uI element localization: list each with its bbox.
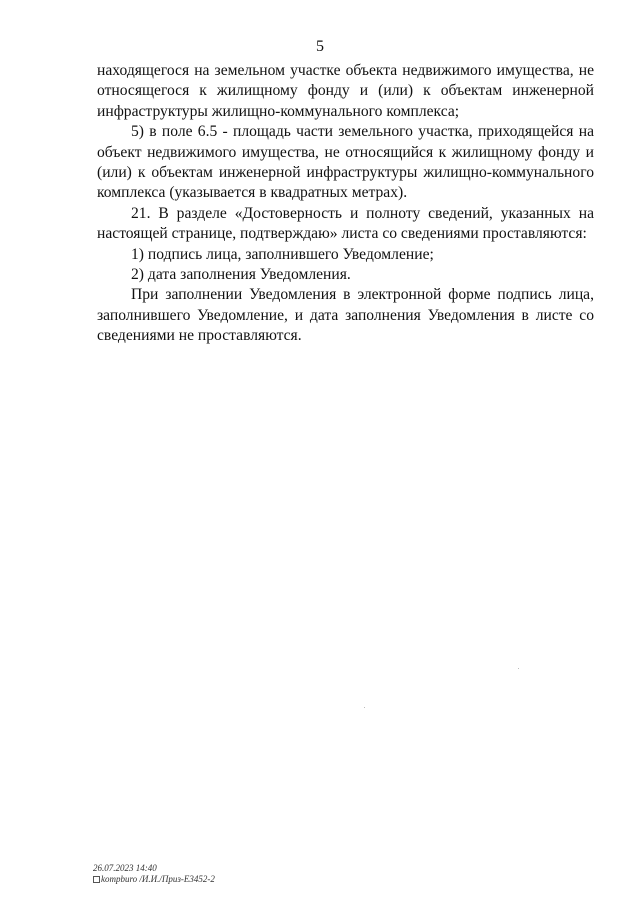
- footer-file-path: kompburo /И.И./Приз-Е3452-2: [101, 874, 215, 884]
- paragraph-item-5: 5) в поле 6.5 - площадь части земельного участка, приходящейся на объект недвижимого имущества, не относящийся к жилищному фонду и (или) к объектам инженерной инфраструктуры жилищно-коммунального комплекса (указывается в квадратных метрах).: [97, 123, 594, 202]
- file-icon: [93, 876, 100, 883]
- paragraph-continuation: находящегося на земельном участке объекта недвижимого имущества, не относящегося к жилищному фонду и (или) к объектам инженерной инфраструктуры жилищно-коммунального комплекса;: [97, 62, 594, 120]
- scan-speck: [518, 668, 519, 669]
- paragraph-list-item-1: 1) подпись лица, заполнившего Уведомление;: [131, 245, 434, 263]
- footer-file-line: [93, 874, 215, 885]
- scan-speck: [364, 707, 365, 708]
- document-footer: [93, 863, 215, 885]
- paragraph-list-item-2: 2) дата заполнения Уведомления.: [131, 266, 351, 284]
- paragraph-electronic-form-note: При заполнении Уведомления в электронной форме подпись лица, заполнившего Уведомление, и дата заполнения Уведомления в листе со сведениями не проставляются.: [97, 286, 594, 345]
- footer-timestamp: 26.07.2023 14:40: [93, 863, 157, 873]
- page-number: 5: [316, 38, 324, 55]
- paragraph-section-21: 21. В разделе «Достоверность и полноту сведений, указанных на настоящей странице, подтверждаю» листа со сведениями проставляются:: [97, 204, 594, 243]
- body-text: [97, 61, 594, 347]
